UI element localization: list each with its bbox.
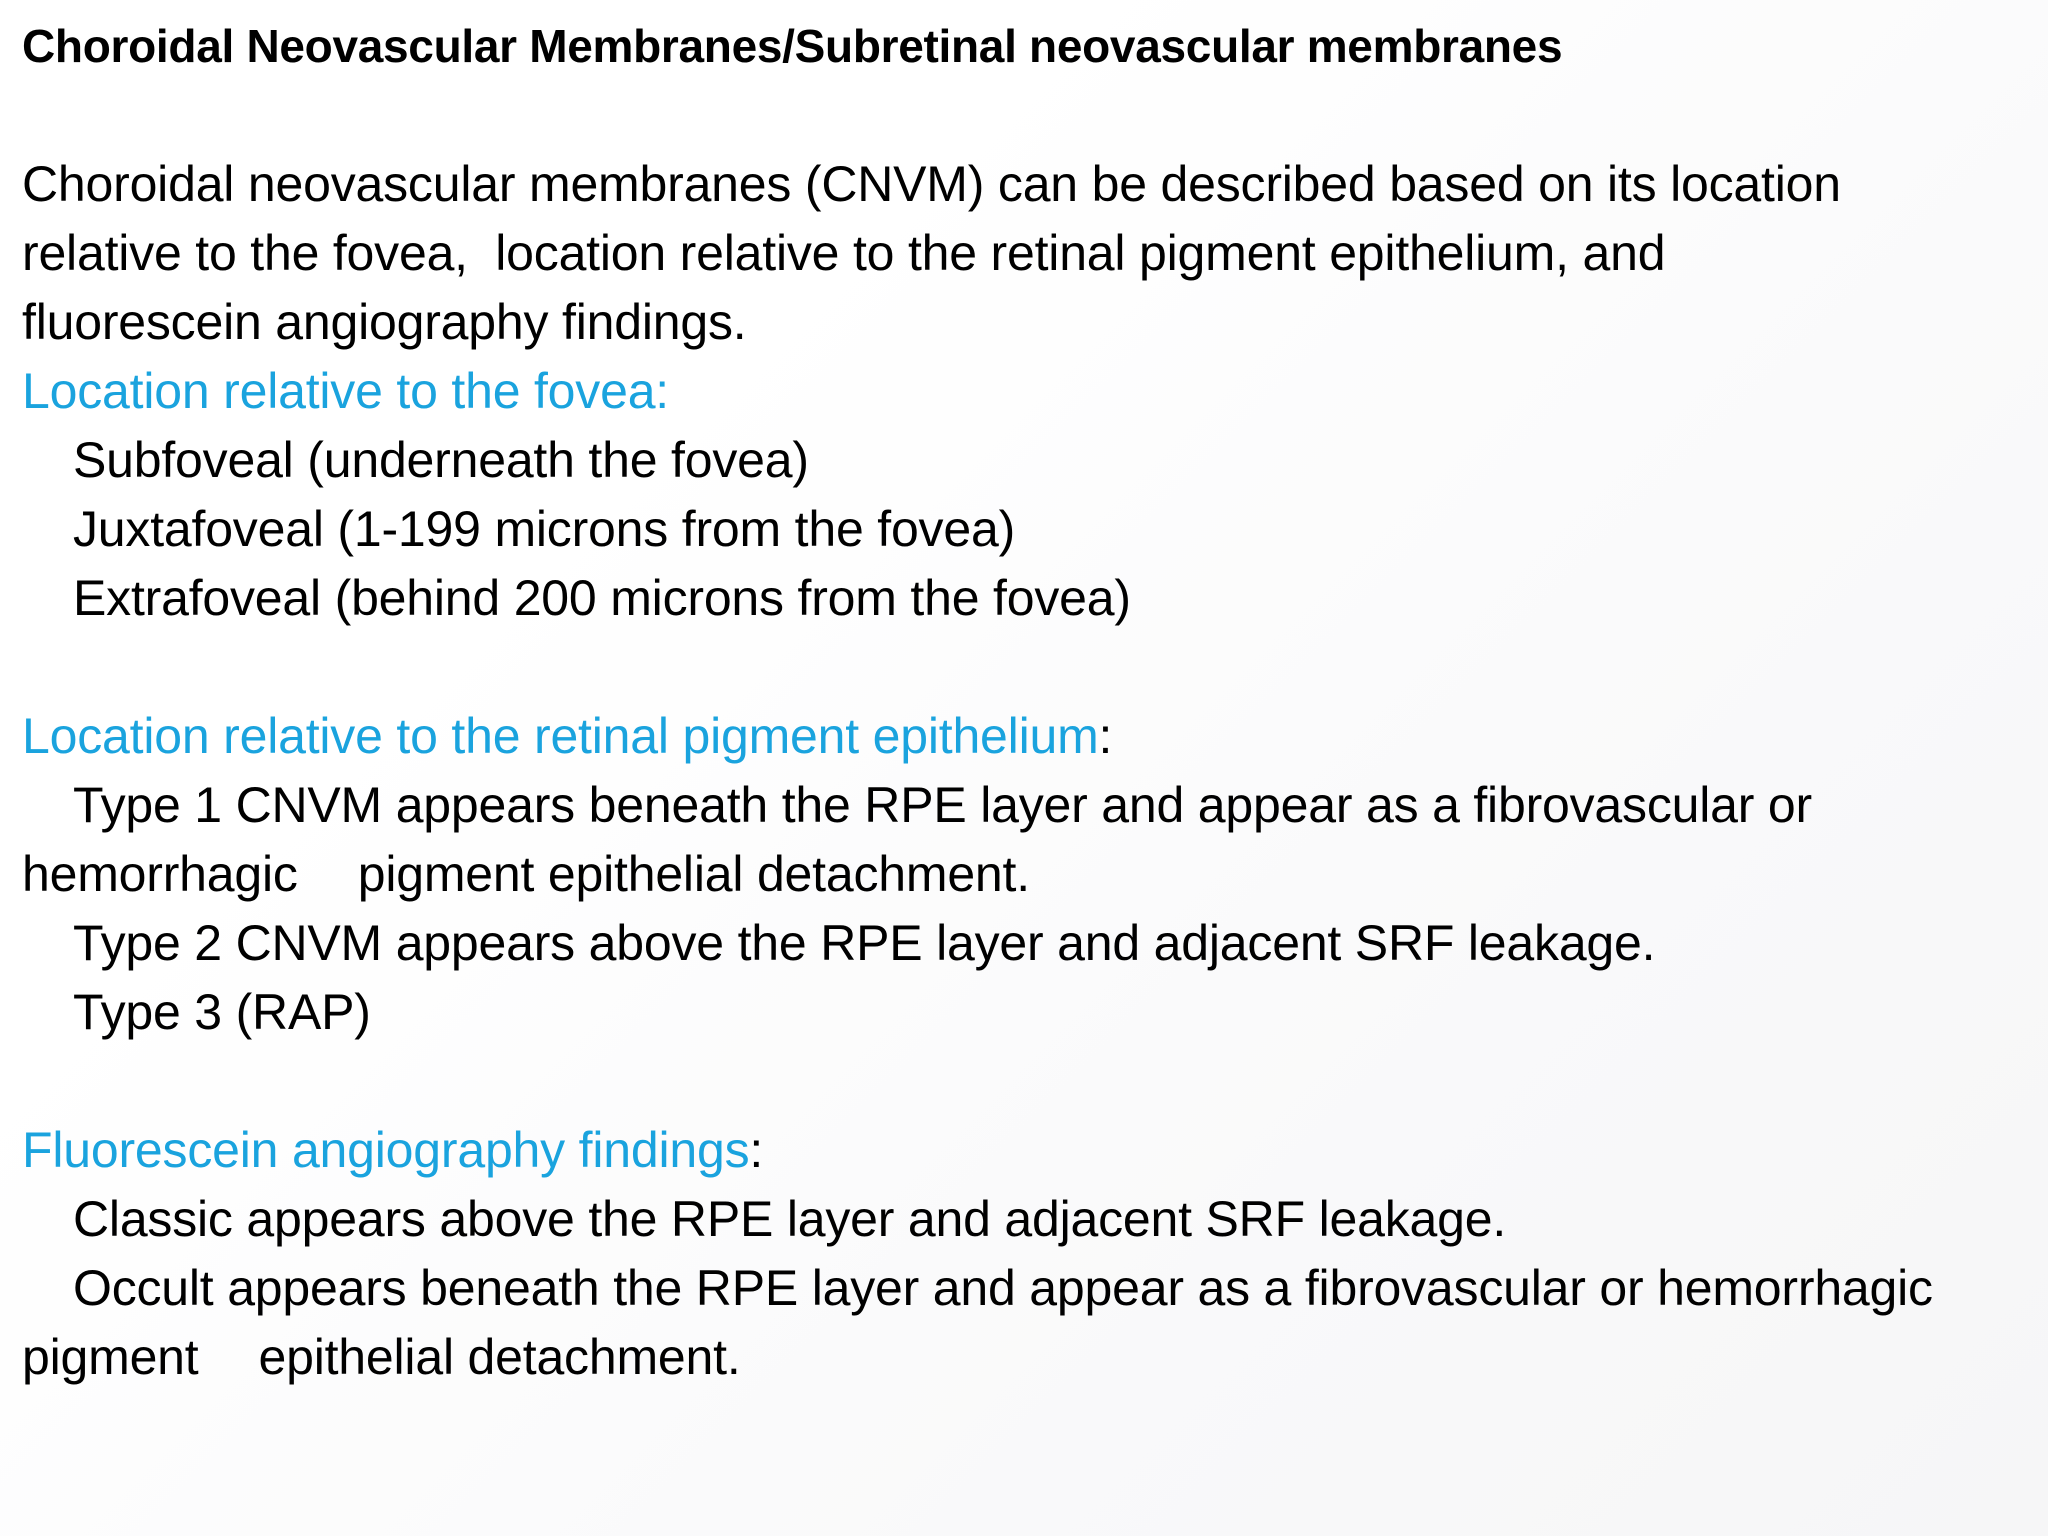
intro-line-1: Choroidal neovascular membranes (CNVM) can be described based on its location (22, 156, 1841, 212)
spacer (22, 1047, 2032, 1116)
rpe-type1-line-2 (22, 840, 2032, 909)
fa-occult-line-1: Occult appears beneath the RPE layer and appear as a fibrovascular or hemorrhagic (73, 1260, 1933, 1316)
rpe-type1-line-1: Type 1 CNVM appears beneath the RPE layer and appear as a fibrovascular or (73, 777, 1812, 833)
intro-line-3: fluorescein angiography findings. (22, 294, 747, 350)
fa-heading-line (22, 1116, 2032, 1185)
fovea-item-juxtafoveal: Juxtafoveal (1-199 microns from the fovea) (73, 501, 1016, 557)
rpe-heading-colon: : (1098, 708, 1113, 764)
fa-heading: Fluorescein angiography findings (22, 1122, 750, 1178)
rpe-heading-line (22, 702, 2032, 771)
intro-line-2: relative to the fovea, location relative to the retinal pigment epithelium, and (22, 225, 1666, 281)
slide-title: Choroidal Neovascular Membranes/Subretinal neovascular membranes (22, 20, 1563, 72)
fa-heading-colon: : (749, 1122, 764, 1178)
slide-body (22, 150, 2032, 1392)
fovea-heading: Location relative to the fovea: (22, 363, 669, 419)
fovea-item-subfoveal: Subfoveal (underneath the fovea) (73, 432, 809, 488)
fa-occult-line-2b: epithelial detachment. (258, 1329, 741, 1385)
spacer (22, 633, 2032, 702)
rpe-type1-line-2a: hemorrhagic (22, 846, 298, 902)
rpe-type3: Type 3 (RAP) (73, 984, 371, 1040)
fa-occult-line-2 (22, 1323, 2032, 1392)
rpe-heading: Location relative to the retinal pigment epithelium (22, 708, 1099, 764)
fa-classic: Classic appears above the RPE layer and adjacent SRF leakage. (73, 1191, 1507, 1247)
fa-occult-line-2a: pigment (22, 1329, 199, 1385)
rpe-type1-line-2b: pigment epithelial detachment. (357, 846, 1030, 902)
rpe-type2: Type 2 CNVM appears above the RPE layer and adjacent SRF leakage. (73, 915, 1656, 971)
fovea-item-extrafoveal: Extrafoveal (behind 200 microns from the fovea) (73, 570, 1131, 626)
